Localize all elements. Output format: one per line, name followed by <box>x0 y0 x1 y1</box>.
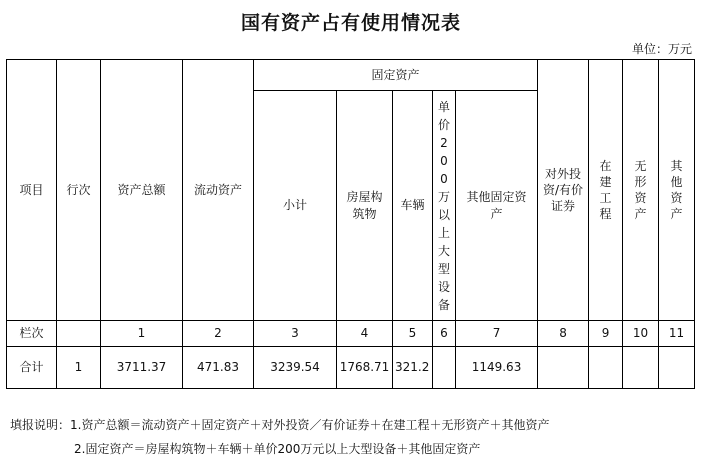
construction-value <box>589 347 623 389</box>
large-equipment-value <box>433 347 456 389</box>
asset-table <box>6 59 695 389</box>
header-subtotal: 小计 <box>254 91 337 321</box>
note-line-2: 2.固定资产＝房屋构筑物＋车辆＋单价200万元以上大型设备＋其他固定资产 <box>74 442 481 456</box>
other-fixed-value: 1149.63 <box>456 347 538 389</box>
column-no-11: 11 <box>659 321 695 347</box>
buildings-value: 1768.71 <box>337 347 393 389</box>
column-no-2: 2 <box>183 321 254 347</box>
investments-value <box>538 347 589 389</box>
header-fixed-assets: 固定资产 <box>254 60 538 91</box>
column-no-1: 1 <box>101 321 183 347</box>
header-vehicles: 车辆 <box>393 91 433 321</box>
header-row-1 <box>7 60 695 91</box>
header-investments: 对外投资/有价证券 <box>538 60 589 321</box>
column-no-10: 10 <box>623 321 659 347</box>
current-assets-value: 471.83 <box>183 347 254 389</box>
total-row-label: 合计 <box>7 347 57 389</box>
unit-label: 单位：万元 <box>631 42 692 56</box>
column-no-5: 5 <box>393 321 433 347</box>
header-construction: 在建工程 <box>589 60 623 321</box>
total-row <box>7 347 695 389</box>
column-no-7: 7 <box>456 321 538 347</box>
total-row-no: 1 <box>57 347 101 389</box>
column-no-3: 3 <box>254 321 337 347</box>
header-other-assets: 其他资产 <box>659 60 695 321</box>
header-item: 项目 <box>7 60 57 321</box>
header-other-fixed: 其他固定资产 <box>456 91 538 321</box>
column-no-9: 9 <box>589 321 623 347</box>
total-assets-value: 3711.37 <box>101 347 183 389</box>
subtotal-value: 3239.54 <box>254 347 337 389</box>
intangible-value <box>623 347 659 389</box>
column-no-4: 4 <box>337 321 393 347</box>
header-large-equipment: 单价200万以上大型设备 <box>438 99 451 312</box>
header-large-equipment-cell <box>433 91 456 321</box>
vehicles-value: 321.2 <box>393 347 433 389</box>
column-no-8: 8 <box>538 321 589 347</box>
report-title: 国有资产占有使用情况表 <box>240 12 461 34</box>
column-no-6: 6 <box>433 321 456 347</box>
header-total-assets: 资产总额 <box>101 60 183 321</box>
header-current-assets: 流动资产 <box>183 60 254 321</box>
header-buildings: 房屋构筑物 <box>337 91 393 321</box>
header-intangible: 无形资产 <box>623 60 659 321</box>
column-number-row <box>7 321 695 347</box>
note-line-1: 填报说明：1.资产总额＝流动资产＋固定资产＋对外投资／有价证券＋在建工程＋无形资产＋其他资产 <box>10 418 550 432</box>
column-row-label: 栏次 <box>7 321 57 347</box>
header-row-no: 行次 <box>57 60 101 321</box>
other-assets-value <box>659 347 695 389</box>
filling-notes <box>10 413 549 461</box>
